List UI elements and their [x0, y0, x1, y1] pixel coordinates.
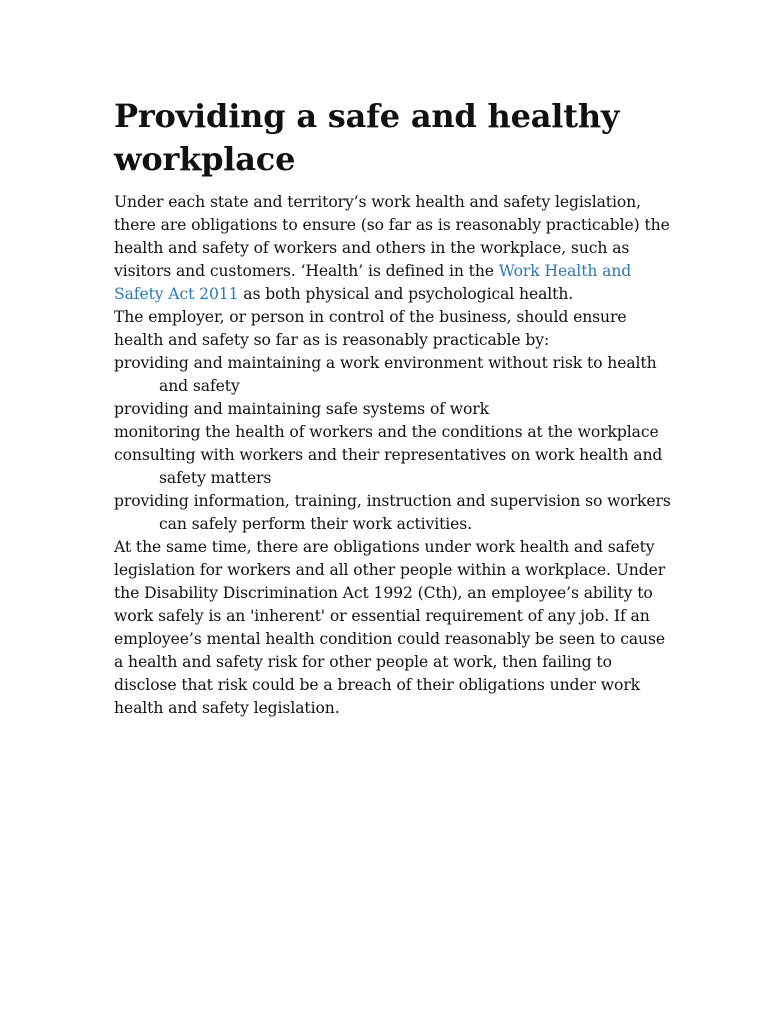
intro-paragraph: [114, 191, 674, 306]
list-item: consulting with workers and their representatives on work health and safety matters: [114, 446, 663, 487]
page-title: Providing a safe and healthy workplace: [114, 97, 620, 178]
intro-text-after-link: as both physical and psychological health.: [238, 285, 574, 303]
list-item: providing information, training, instruction and supervision so workers can safely perform their work activities.: [114, 492, 671, 533]
list-item: monitoring the health of workers and the conditions at the workplace: [114, 423, 659, 441]
whs-act-link[interactable]: Work Health and Safety Act 2011: [114, 262, 632, 303]
list-item: providing and maintaining a work environment without risk to health and safety: [114, 354, 657, 395]
intro-text-before-link: Under each state and territory’s work health and safety legislation, there are obligations to ensure (so far as is reasonably practicable) the health and safety of workers and others in the workplace, such as visitors and customers. ‘Health’ is defined in the: [114, 193, 670, 280]
list-item: providing and maintaining safe systems of work: [114, 400, 489, 418]
closing-paragraph: At the same time, there are obligations under work health and safety legislation for workers and all other people within a workplace. Under the Disability Discrimination Act 1992 (Cth), an employee’s ability to work safely is an 'inherent' or essential requirement of any job. If an employee’s mental health condition could reasonably be seen to cause a health and safety risk for other people at work, then failing to disclose that risk could be a breach of their obligations under work health and safety legislation.: [114, 538, 666, 717]
obligations-list: [114, 352, 674, 536]
employer-paragraph: The employer, or person in control of the business, should ensure health and safety so far as is reasonably practicable by:: [114, 308, 627, 349]
document-page: [114, 95, 674, 720]
